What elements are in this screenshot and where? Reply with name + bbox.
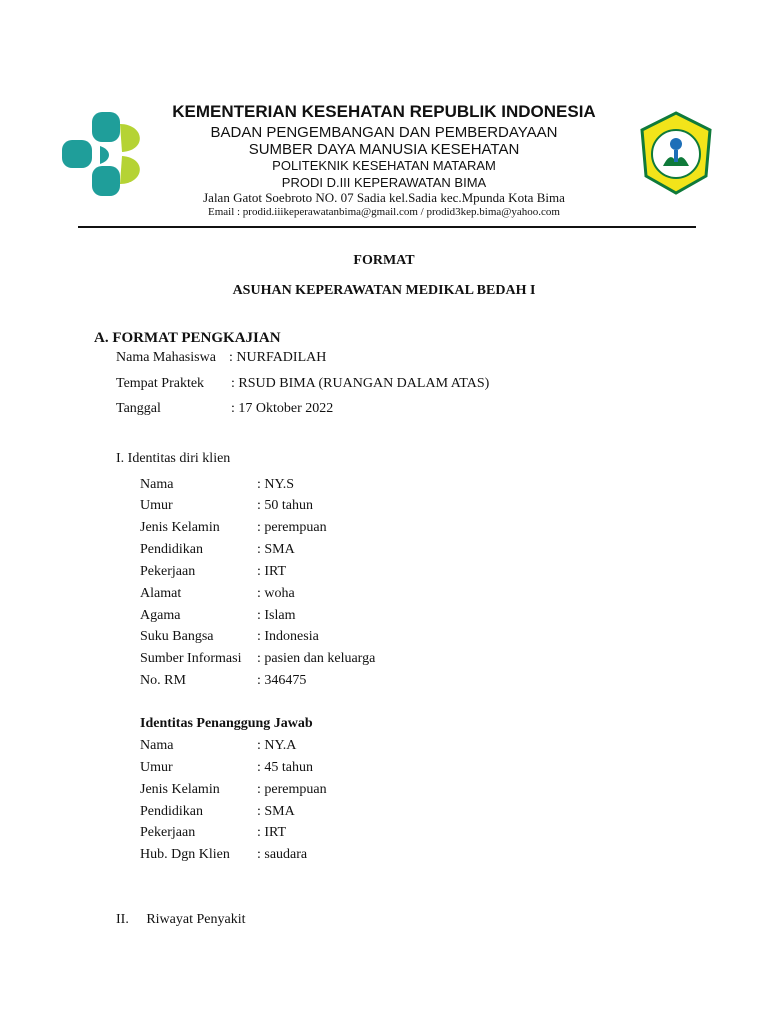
- agency-line-1: BADAN PENGEMBANGAN DAN PEMBERDAYAAN: [210, 124, 558, 141]
- client-value-name: : NY.S: [257, 477, 295, 492]
- field-label-date: Tanggal: [116, 401, 161, 416]
- agency-line-2: SUMBER DAYA MANUSIA KESEHATAN: [248, 141, 520, 158]
- client-value-info-source: : pasien dan keluarga: [257, 651, 376, 666]
- document-subtitle: ASUHAN KEPERAWATAN MEDIKAL BEDAH I: [232, 283, 536, 298]
- section-2-heading: II. Riwayat Penyakit: [116, 912, 246, 927]
- guardian-value-age: : 45 tahun: [257, 760, 313, 775]
- guardian-label-education: Pendidikan: [140, 804, 203, 819]
- guardian-value-name: : NY.A: [257, 738, 297, 753]
- guardian-value-education: : SMA: [257, 804, 295, 819]
- field-value-date: : 17 Oktober 2022: [231, 401, 334, 416]
- guardian-label-gender: Jenis Kelamin: [140, 782, 220, 797]
- guardian-heading: Identitas Penanggung Jawab: [140, 716, 313, 731]
- client-value-education: : SMA: [257, 542, 295, 557]
- document-title: FORMAT: [353, 253, 415, 268]
- client-label-ethnicity: Suku Bangsa: [140, 629, 214, 644]
- client-label-occupation: Pekerjaan: [140, 564, 196, 579]
- client-label-education: Pendidikan: [140, 542, 203, 557]
- poltekkes-seal-logo: [636, 110, 716, 196]
- client-label-religion: Agama: [140, 608, 181, 623]
- section-1-heading: I. Identitas diri klien: [116, 451, 231, 466]
- field-value-practice-place: : RSUD BIMA (RUANGAN DALAM ATAS): [231, 376, 490, 391]
- institution-name: POLITEKNIK KESEHATAN MATARAM: [272, 158, 496, 173]
- header-divider: [78, 226, 696, 228]
- address-line: Jalan Gatot Soebroto NO. 07 Sadia kel.Sadia kec.Mpunda Kota Bima: [203, 190, 565, 205]
- client-label-address: Alamat: [140, 586, 182, 601]
- section-a-heading: A. FORMAT PENGKAJIAN: [94, 330, 281, 346]
- guardian-label-occupation: Pekerjaan: [140, 825, 196, 840]
- client-value-religion: : Islam: [257, 608, 296, 623]
- client-label-age: Umur: [140, 498, 173, 513]
- client-value-occupation: : IRT: [257, 564, 287, 579]
- guardian-label-name: Nama: [140, 738, 174, 753]
- client-label-record-number: No. RM: [140, 673, 186, 688]
- client-label-info-source: Sumber Informasi: [140, 651, 242, 666]
- client-value-gender: : perempuan: [257, 520, 327, 535]
- field-value-student-name: : NURFADILAH: [229, 350, 327, 365]
- guardian-value-relation: : saudara: [257, 847, 308, 862]
- guardian-value-occupation: : IRT: [257, 825, 287, 840]
- ministry-title: KEMENTERIAN KESEHATAN REPUBLIK INDONESIA: [172, 102, 596, 121]
- guardian-value-gender: : perempuan: [257, 782, 327, 797]
- client-value-ethnicity: : Indonesia: [257, 629, 319, 644]
- client-label-name: Nama: [140, 477, 174, 492]
- guardian-label-age: Umur: [140, 760, 173, 775]
- guardian-label-relation: Hub. Dgn Klien: [140, 847, 230, 862]
- email-line: Email : prodid.iiikeperawatanbima@gmail.com / prodid3kep.bima@yahoo.com: [207, 206, 560, 218]
- field-label-practice-place: Tempat Praktek: [116, 376, 205, 391]
- program-name: PRODI D.III KEPERAWATAN BIMA: [281, 175, 487, 190]
- client-value-age: : 50 tahun: [257, 498, 313, 513]
- field-label-student-name: Nama Mahasiswa: [116, 350, 216, 365]
- client-label-gender: Jenis Kelamin: [140, 520, 220, 535]
- client-value-address: : woha: [257, 586, 295, 601]
- client-value-record-number: : 346475: [257, 673, 307, 688]
